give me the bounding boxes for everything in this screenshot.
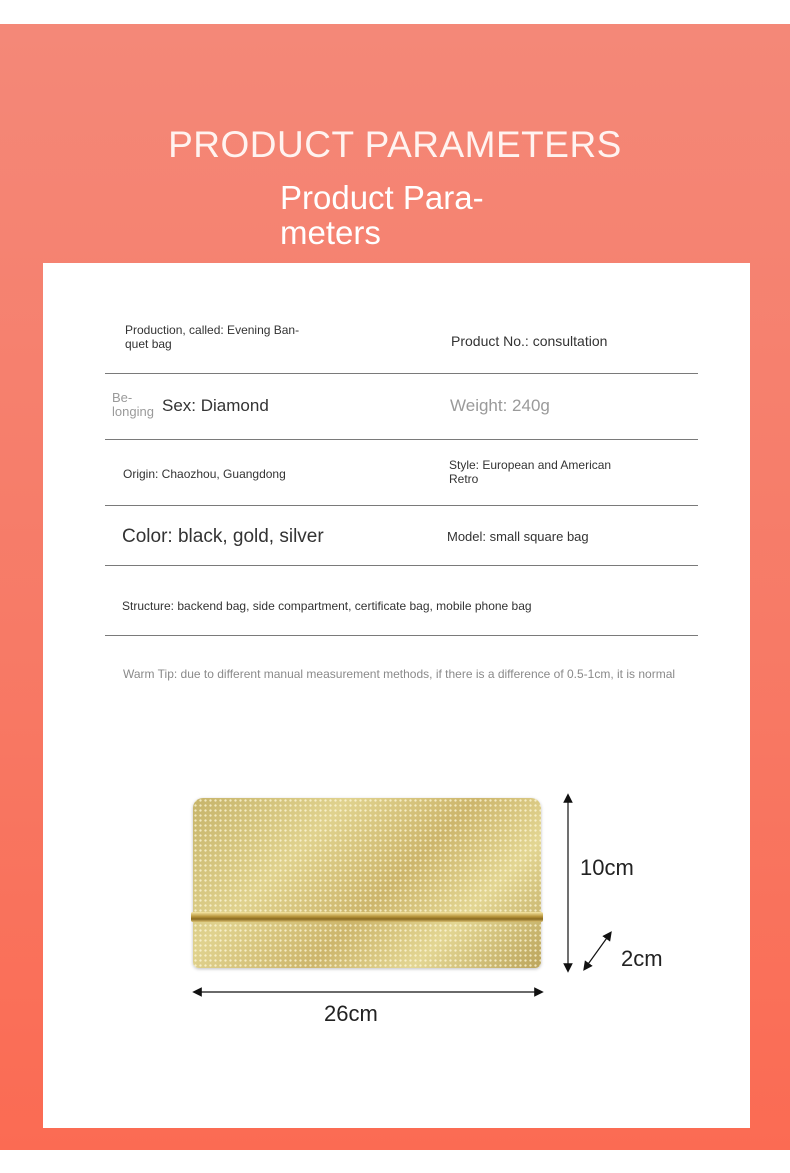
style-line-2: Retro [449, 472, 479, 486]
warm-tip: Warm Tip: due to different manual measurement methods, if there is a difference of 0.5-1cm, it is normal [123, 667, 676, 681]
width-label: 26cm [324, 1001, 378, 1026]
page-subtitle [280, 180, 540, 250]
belonging-line-2: longing [112, 404, 154, 419]
weight-param: Weight: 240g [450, 396, 550, 415]
param-row-4 [105, 506, 698, 566]
product-no-param: Product No.: consultation [451, 333, 608, 349]
subtitle-line-2: meters [280, 214, 381, 251]
param-row-5 [105, 566, 698, 636]
dimension-arrows [183, 778, 703, 1038]
depth-arrow [586, 935, 609, 967]
height-label: 10cm [580, 855, 634, 880]
origin-param: Origin: Chaozhou, Guangdong [123, 467, 286, 481]
param-row-1 [105, 303, 698, 374]
structure-param: Structure: backend bag, side compartment, certificate bag, mobile phone bag [122, 599, 532, 613]
production-line-2: quet bag [125, 337, 172, 351]
param-row-2 [105, 374, 698, 440]
parameters-card [43, 263, 750, 1128]
production-param [125, 323, 299, 351]
belonging-line-1: Be- [112, 390, 133, 405]
color-param: Color: black, gold, silver [122, 526, 324, 547]
model-param: Model: small square bag [447, 529, 589, 544]
style-line-1: Style: European and American [449, 458, 612, 472]
sex-param: Sex: Diamond [162, 396, 269, 415]
param-row-3 [105, 440, 698, 506]
subtitle-line-1: Product Para- [280, 179, 484, 216]
style-param [449, 458, 611, 486]
production-line-1: Production, called: Evening Ban- [125, 323, 300, 337]
page-title: PRODUCT PARAMETERS [168, 124, 622, 165]
belonging-label [112, 391, 154, 419]
depth-label: 2cm [621, 946, 663, 971]
